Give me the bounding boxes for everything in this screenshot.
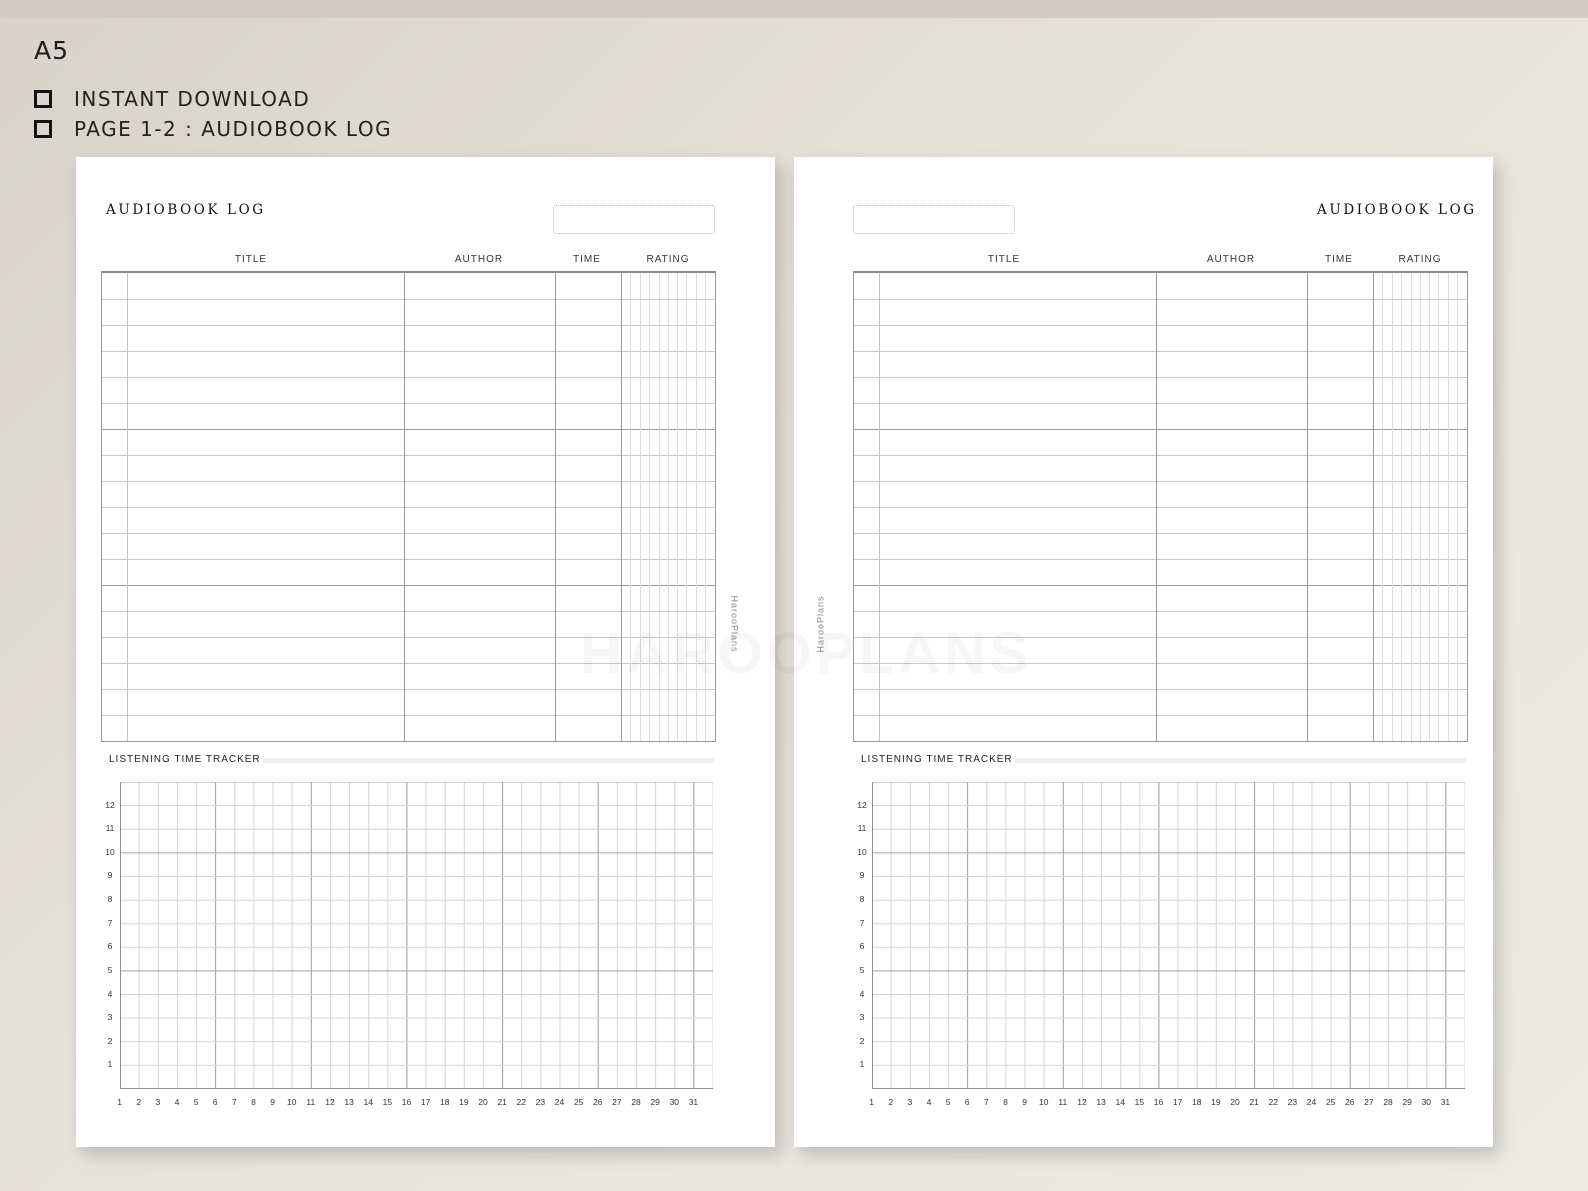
tracker-x-label: 15: [1134, 1097, 1145, 1107]
tracker-x-label: 16: [401, 1097, 412, 1107]
brand-label: HarooPlans: [815, 595, 826, 653]
feature-text: PAGE 1-2 : AUDIOBOOK LOG: [74, 117, 393, 141]
top-band: [0, 0, 1588, 18]
tracker-y-label: 4: [859, 988, 865, 999]
tracker-x-label: 19: [459, 1097, 469, 1107]
column-header-author: AUTHOR: [454, 254, 504, 265]
table-row-line: [854, 507, 1467, 508]
tracker-x-label: 25: [1325, 1097, 1336, 1107]
table-column-divider: [1373, 273, 1374, 741]
checkbox-icon: [34, 120, 52, 138]
tracker-y-label: 10: [857, 846, 867, 857]
tracker-y-label: 11: [105, 823, 115, 834]
tracker-x-label: 13: [1096, 1097, 1106, 1107]
tracker-y-label: 1: [107, 1059, 113, 1070]
tracker-title-rule: [1015, 758, 1466, 763]
tracker-x-label: 5: [945, 1097, 951, 1107]
tracker-y-label: 7: [859, 917, 865, 928]
planner-page-left: [76, 157, 775, 1147]
tracker-x-label: 9: [1022, 1097, 1027, 1107]
table-group-divider: [854, 585, 1467, 586]
table-row-line: [102, 663, 715, 664]
rating-box-line: [630, 273, 631, 741]
rating-box-line: [696, 273, 697, 741]
tracker-x-label: 18: [440, 1097, 450, 1107]
tracker-x-label: 2: [888, 1097, 894, 1107]
tracker-y-label: 3: [859, 1012, 865, 1023]
checkbox-icon: [34, 90, 52, 108]
rating-box-line: [677, 273, 678, 741]
tracker-x-label: 17: [420, 1097, 431, 1107]
column-header-rating: RATING: [646, 254, 690, 265]
planner-page-right: [794, 157, 1493, 1147]
table-row-line: [854, 481, 1467, 482]
table-row-line: [102, 637, 715, 638]
tracker-x-label: 6: [212, 1097, 218, 1107]
tracker-x-label: 3: [155, 1097, 161, 1107]
table-row-line: [854, 689, 1467, 690]
table-row-line: [854, 455, 1467, 456]
table-group-divider: [854, 429, 1467, 430]
feature-text: INSTANT DOWNLOAD: [74, 87, 311, 111]
tracker-x-label: 31: [688, 1097, 699, 1107]
table-row-line: [854, 299, 1467, 300]
table-column-divider: [621, 273, 622, 741]
table-group-divider: [102, 585, 715, 586]
table-row-line: [854, 637, 1467, 638]
tracker-y-label: 2: [859, 1035, 865, 1046]
rating-box-line: [1420, 273, 1421, 741]
tracker-grid[interactable]: [105, 782, 713, 1107]
table-row-line: [854, 663, 1467, 664]
tracker-x-label: 9: [270, 1097, 275, 1107]
tracker-x-label: 18: [1192, 1097, 1202, 1107]
table-row-line: [854, 325, 1467, 326]
table-row-line: [102, 611, 715, 612]
rating-box-line: [1392, 273, 1393, 741]
table-row-line: [102, 299, 715, 300]
rating-box-line: [1401, 273, 1402, 741]
table-row-line: [854, 559, 1467, 560]
tracker-x-label: 30: [1421, 1097, 1432, 1107]
table-row-line: [854, 715, 1467, 716]
table-checkbox-column-line: [127, 273, 128, 741]
tracker-title: LISTENING TIME TRACKER: [861, 754, 1013, 765]
tracker-y-label: 6: [107, 941, 113, 952]
tracker-y-label: 10: [105, 846, 115, 857]
tracker-x-label: 1: [869, 1097, 874, 1107]
column-header-title: TITLE: [987, 254, 1021, 265]
tracker-title: LISTENING TIME TRACKER: [109, 754, 261, 765]
tracker-x-label: 11: [306, 1097, 316, 1107]
tracker-y-label: 8: [859, 894, 865, 905]
tracker-x-label: 15: [382, 1097, 393, 1107]
rating-box-line: [1438, 273, 1439, 741]
page-title: AUDIOBOOK LOG: [1317, 202, 1477, 218]
table-row-line: [102, 325, 715, 326]
tracker-x-label: 10: [1038, 1097, 1049, 1107]
page-title: AUDIOBOOK LOG: [106, 202, 266, 218]
tracker-y-label: 6: [859, 941, 865, 952]
tracker-x-label: 27: [1364, 1097, 1374, 1107]
table-row-line: [102, 351, 715, 352]
tracker-grid[interactable]: [857, 782, 1465, 1107]
tracker-x-label: 5: [193, 1097, 199, 1107]
tracker-y-label: 5: [107, 964, 113, 975]
tracker-x-label: 7: [983, 1097, 989, 1107]
tracker-x-label: 24: [1306, 1097, 1317, 1107]
tracker-x-label: 30: [669, 1097, 680, 1107]
tracker-y-label: 12: [857, 799, 867, 810]
tracker-y-label: 12: [105, 799, 115, 810]
tracker-x-label: 12: [325, 1097, 335, 1107]
tracker-x-label: 29: [650, 1097, 660, 1107]
table-row-line: [102, 377, 715, 378]
tracker-x-label: 23: [1287, 1097, 1298, 1107]
tracker-x-label: 17: [1172, 1097, 1183, 1107]
brand-label: HarooPlans: [729, 595, 740, 653]
tracker-x-label: 8: [1003, 1097, 1008, 1107]
tracker-grid-lines: [120, 782, 713, 1089]
column-header-author: AUTHOR: [1206, 254, 1256, 265]
rating-box-line: [649, 273, 650, 741]
table-row-line: [102, 533, 715, 534]
tracker-x-label: 22: [1268, 1097, 1278, 1107]
tracker-x-label: 27: [612, 1097, 622, 1107]
tracker-x-label: 31: [1440, 1097, 1451, 1107]
tracker-x-label: 7: [231, 1097, 237, 1107]
tracker-x-label: 25: [573, 1097, 584, 1107]
tracker-x-label: 13: [344, 1097, 354, 1107]
table-row-line: [102, 689, 715, 690]
log-table[interactable]: [101, 271, 716, 742]
table-row-line: [102, 481, 715, 482]
table-row-line: [854, 377, 1467, 378]
tracker-y-label: 1: [859, 1059, 865, 1070]
table-column-divider: [1156, 273, 1157, 741]
tracker-x-label: 8: [251, 1097, 256, 1107]
feature-item: [34, 84, 392, 114]
tracker-y-label: 8: [107, 894, 113, 905]
tracker-x-label: 2: [136, 1097, 142, 1107]
tracker-grid-lines: [872, 782, 1465, 1089]
table-row-line: [102, 715, 715, 716]
tracker-x-label: 26: [1345, 1097, 1355, 1107]
tracker-x-label: 6: [964, 1097, 970, 1107]
table-row-line: [102, 559, 715, 560]
tracker-y-label: 3: [107, 1012, 113, 1023]
tracker-y-label: 5: [859, 964, 865, 975]
tracker-y-label: 2: [107, 1035, 113, 1046]
tracker-y-label: 11: [857, 823, 867, 834]
column-header-time: TIME: [573, 254, 601, 265]
table-group-divider: [102, 429, 715, 430]
date-box[interactable]: [853, 205, 1015, 234]
table-checkbox-column-line: [879, 273, 880, 741]
rating-box-line: [1457, 273, 1458, 741]
table-row-line: [854, 351, 1467, 352]
table-row-line: [102, 455, 715, 456]
rating-box-line: [668, 273, 669, 741]
tracker-y-label: 9: [859, 870, 865, 881]
tracker-x-label: 10: [286, 1097, 297, 1107]
log-table[interactable]: [853, 271, 1468, 742]
feature-list: [34, 84, 392, 144]
tracker-x-label: 16: [1153, 1097, 1164, 1107]
table-column-divider: [404, 273, 405, 741]
tracker-x-label: 4: [174, 1097, 180, 1107]
rating-box-line: [686, 273, 687, 741]
rating-box-line: [1429, 273, 1430, 741]
tracker-x-label: 26: [593, 1097, 603, 1107]
tracker-y-label: 4: [107, 988, 113, 999]
tracker-y-label: 7: [107, 917, 113, 928]
rating-box-line: [640, 273, 641, 741]
tracker-x-label: 23: [535, 1097, 546, 1107]
table-row-line: [102, 507, 715, 508]
tracker-x-label: 14: [1115, 1097, 1125, 1107]
tracker-y-label: 9: [107, 870, 113, 881]
table-row-line: [102, 403, 715, 404]
tracker-x-label: 1: [117, 1097, 122, 1107]
table-column-divider: [555, 273, 556, 741]
tracker-x-label: 21: [497, 1097, 507, 1107]
column-header-rating: RATING: [1398, 254, 1442, 265]
rating-box-line: [705, 273, 706, 741]
tracker-x-label: 24: [554, 1097, 565, 1107]
rating-box-line: [1448, 273, 1449, 741]
column-header-title: TITLE: [234, 254, 268, 265]
table-row-line: [854, 403, 1467, 404]
tracker-x-label: 12: [1077, 1097, 1087, 1107]
tracker-x-label: 21: [1249, 1097, 1259, 1107]
tracker-x-label: 14: [363, 1097, 373, 1107]
table-row-line: [854, 533, 1467, 534]
tracker-x-label: 28: [631, 1097, 641, 1107]
column-header-time: TIME: [1325, 254, 1353, 265]
tracker-x-label: 19: [1211, 1097, 1221, 1107]
tracker-x-label: 29: [1402, 1097, 1412, 1107]
tracker-x-label: 20: [478, 1097, 488, 1107]
tracker-x-label: 11: [1058, 1097, 1068, 1107]
date-box[interactable]: [553, 205, 715, 234]
table-column-divider: [1307, 273, 1308, 741]
tracker-x-label: 22: [516, 1097, 526, 1107]
tracker-x-label: 20: [1230, 1097, 1240, 1107]
feature-item: [34, 114, 392, 144]
size-label: A5: [34, 36, 70, 65]
table-row-line: [854, 611, 1467, 612]
rating-box-line: [659, 273, 660, 741]
tracker-title-rule: [263, 758, 714, 763]
tracker-x-label: 3: [907, 1097, 913, 1107]
rating-box-line: [1411, 273, 1412, 741]
rating-box-line: [1382, 273, 1383, 741]
tracker-x-label: 4: [926, 1097, 932, 1107]
tracker-x-label: 28: [1383, 1097, 1393, 1107]
